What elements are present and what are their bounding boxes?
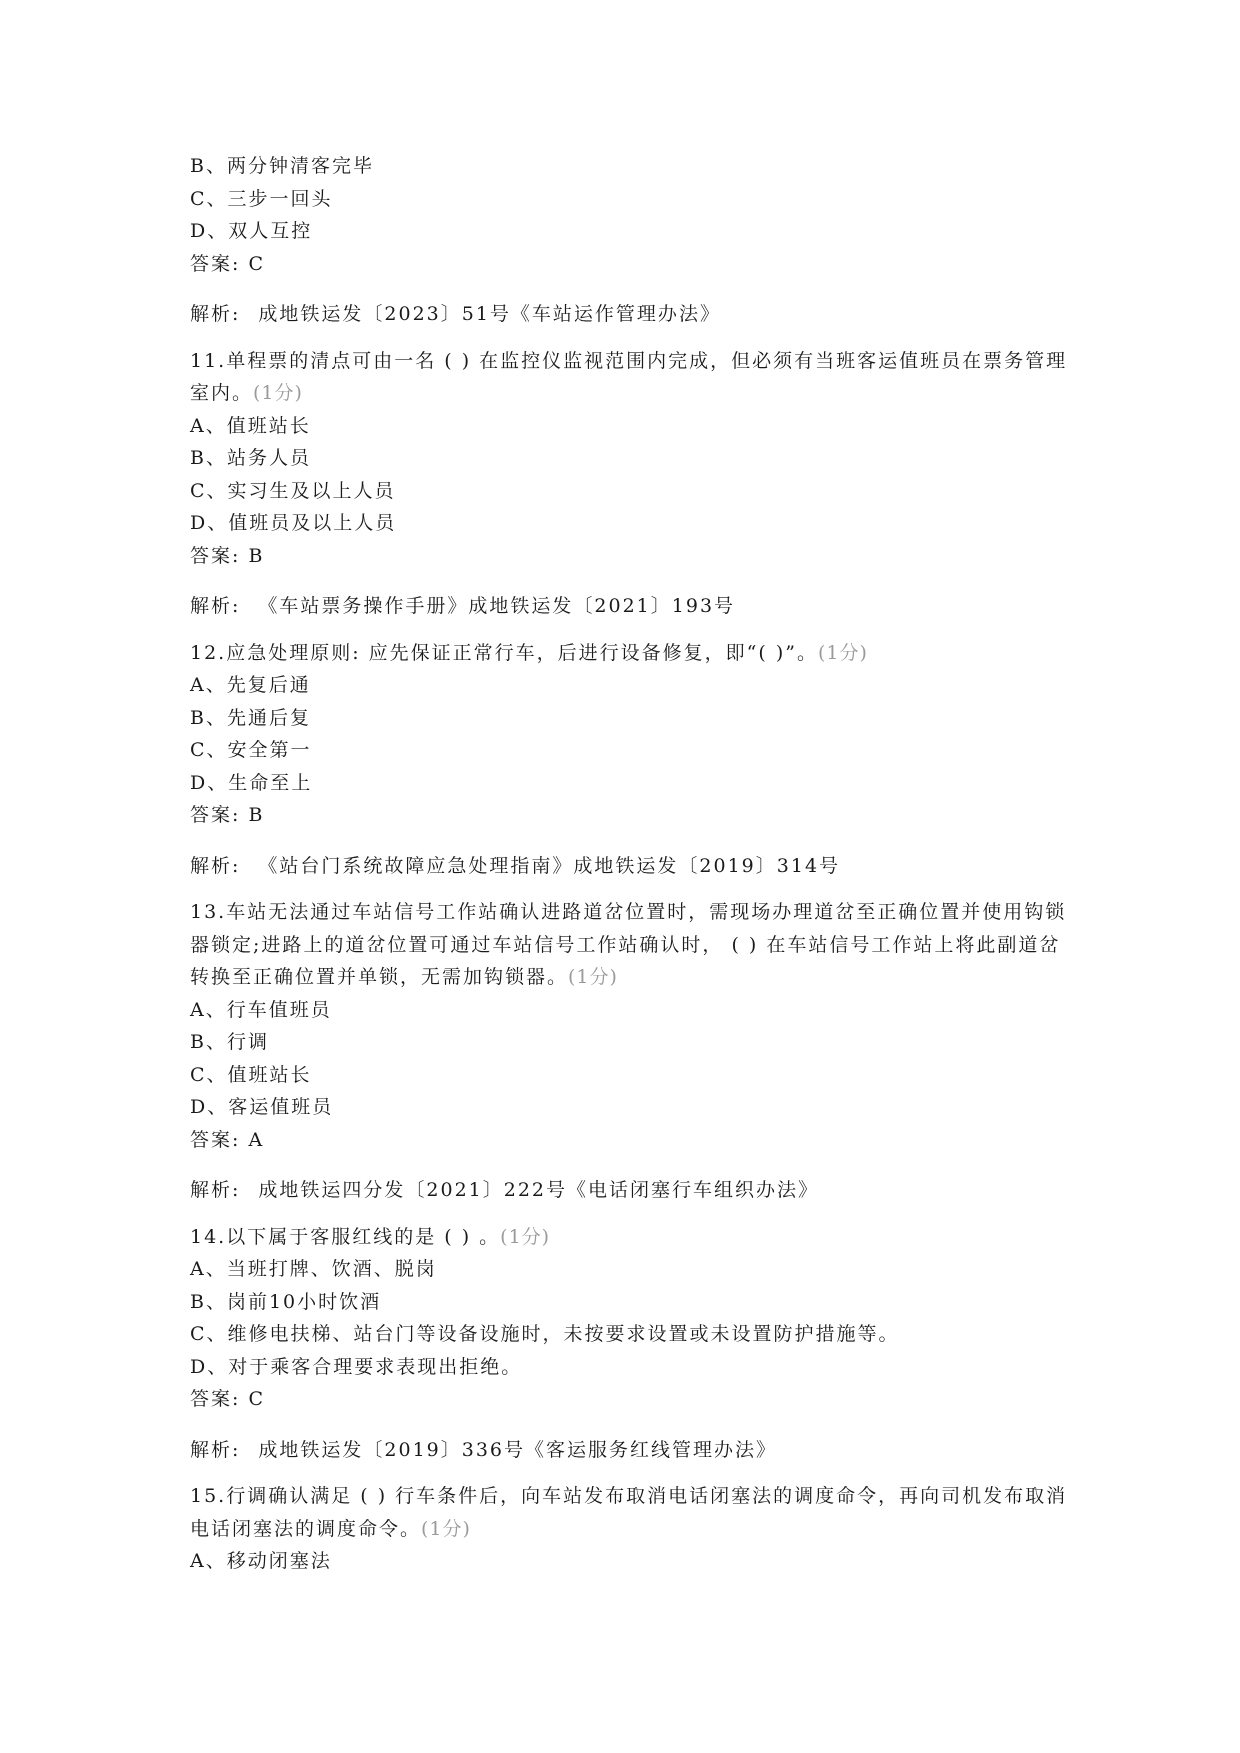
option-d: D、生命至上	[190, 771, 313, 794]
option-c: C、安全第一	[190, 739, 312, 761]
document-page	[190, 150, 1070, 1578]
option-d: D、值班员及以上人员	[190, 512, 397, 534]
question-text	[190, 896, 1070, 994]
question-text	[190, 345, 1070, 410]
analysis-text: 《车站票务操作手册》成地铁运发〔2021〕193号	[258, 595, 736, 617]
answer: 答案: B	[190, 544, 265, 567]
question-10-tail	[190, 150, 1070, 331]
option-a: A、值班站长	[190, 414, 311, 437]
option-c: C、维修电扶梯、站台门等设备设施时，未按要求设置或未设置防护措施等。	[190, 1323, 900, 1345]
question-stem: 14.以下属于客服红线的是 ( ) 。	[190, 1225, 501, 1248]
option-a: A、移动闭塞法	[190, 1550, 332, 1572]
score: (1分)	[253, 382, 303, 404]
option-c: C、值班站长	[190, 1063, 312, 1086]
answer: 答案: A	[190, 1128, 265, 1151]
analysis-text: 成地铁运发〔2019〕336号《客运服务红线管理办法》	[258, 1438, 778, 1461]
score: (1分)	[500, 1225, 551, 1248]
question-text	[190, 637, 1070, 670]
score: (1分)	[568, 966, 618, 988]
option-c: C、三步一回头	[190, 187, 333, 210]
analysis-label: 解析:	[190, 303, 241, 325]
analysis-text: 成地铁运四分发〔2021〕222号《电话闭塞行车组织办法》	[258, 1179, 820, 1201]
option-d: D、客运值班员	[190, 1096, 334, 1118]
question-text	[190, 1480, 1070, 1545]
option-d: D、双人互控	[190, 220, 313, 242]
analysis-label: 解析:	[190, 595, 241, 617]
question-stem: 12.应急处理原则: 应先保证正常行车，后进行设备修复，即“( )”。	[190, 641, 818, 664]
answer: 答案: C	[190, 252, 265, 275]
option-b: B、先通后复	[190, 706, 311, 729]
question-15	[190, 1480, 1070, 1578]
question-11	[190, 345, 1070, 623]
analysis	[190, 1434, 1070, 1467]
option-a: A、先复后通	[190, 674, 311, 696]
analysis-label: 解析:	[190, 1438, 241, 1461]
score: (1分)	[421, 1517, 471, 1540]
analysis	[190, 1174, 1070, 1207]
question-14	[190, 1221, 1070, 1467]
option-b: B、两分钟清客完毕	[190, 155, 374, 177]
option-a: A、当班打牌、饮酒、脱岗	[190, 1258, 437, 1280]
analysis	[190, 850, 1070, 883]
answer: 答案: C	[190, 1388, 265, 1410]
option-b: B、行调	[190, 1031, 269, 1053]
option-d: D、对于乘客合理要求表现出拒绝。	[190, 1355, 523, 1378]
analysis-text: 《站台门系统故障应急处理指南》成地铁运发〔2019〕314号	[258, 854, 841, 877]
question-stem: 13.车站无法通过车站信号工作站确认进路道岔位置时，需现场办理道岔至正确位置并使用钩锁器锁定;进路上的道岔位置可通过车站信号工作站确认时， ( ) 在车站信号工作站上将此副道岔转换至正确位置并单锁，无需加钩锁器。	[190, 901, 1067, 988]
option-a: A、行车值班员	[190, 998, 332, 1021]
question-13	[190, 896, 1070, 1207]
question-text	[190, 1221, 1070, 1254]
option-b: B、站务人员	[190, 447, 311, 469]
analysis-label: 解析:	[190, 1179, 241, 1201]
answer: 答案: B	[190, 804, 265, 826]
question-12	[190, 637, 1070, 883]
option-b: B、岗前10小时饮酒	[190, 1290, 382, 1313]
analysis-text: 成地铁运发〔2023〕51号《车站运作管理办法》	[258, 303, 721, 325]
analysis	[190, 298, 1070, 331]
analysis-label: 解析:	[190, 854, 241, 877]
analysis	[190, 590, 1070, 623]
question-stem: 15.行调确认满足 ( ) 行车条件后，向车站发布取消电话闭塞法的调度命令，再向司机发布取消电话闭塞法的调度命令。	[190, 1485, 1068, 1540]
question-stem: 11.单程票的清点可由一名 ( ) 在监控仪监视范围内完成，但必须有当班客运值班员在票务管理室内。	[190, 349, 1068, 404]
option-c: C、实习生及以上人员	[190, 479, 396, 502]
score: (1分)	[817, 641, 868, 664]
